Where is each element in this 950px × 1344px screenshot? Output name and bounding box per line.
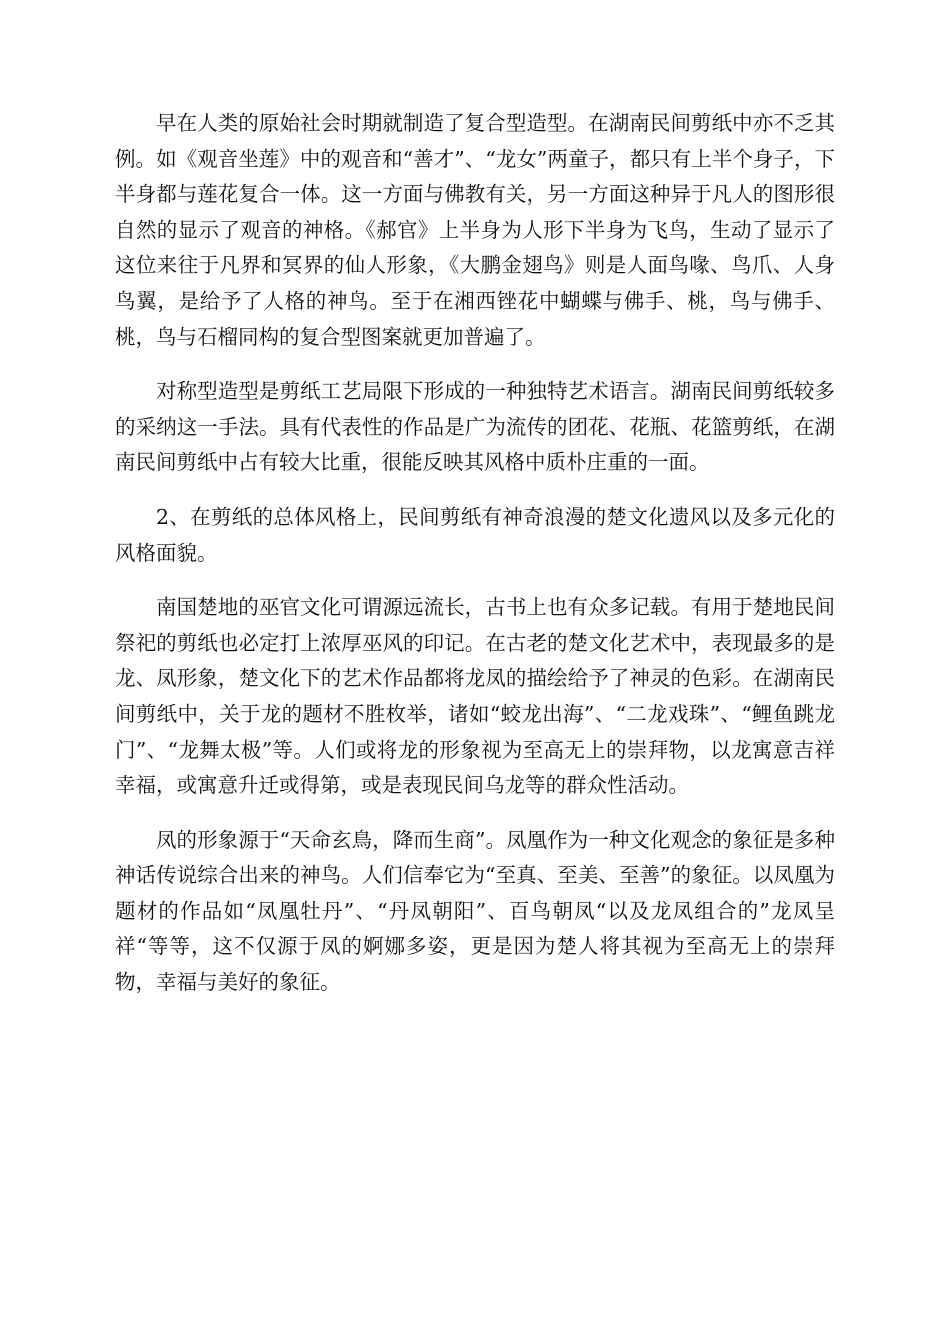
paragraph-phoenix-imagery: 凤的形象源于“天命玄鳥，降而生商”。凤凰作为一种文化观念的象征是多种神话传说综合出来的神鸟。人们信奉它为“至真、至美、至善”的象征。以凤凰为题材的作品如“凤凰牡丹”、“丹凤朝阳”、百鸟朝凤“以及龙凤组合的”龙凤呈祥“等等，这不仅源于凤的婀娜多姿，更是因为楚人将其视为至高无上的崇拜物，幸福与美好的象征。 bbox=[115, 827, 835, 995]
paragraph-symmetric-forms: 对称型造型是剪纸工艺局限下形成的一种独特艺术语言。湖南民间剪纸较多的采纳这一手法。具有代表性的作品是广为流传的团花、花瓶、花篮剪纸，在湖南民间剪纸中占有较大比重，很能反映其风格中质朴庄重的一面。 bbox=[115, 379, 835, 475]
paragraph-dragon-imagery: 南国楚地的巫官文化可谓源远流长，古书上也有众多记载。有用于楚地民间祭祀的剪纸也必定打上浓厚巫风的印记。在古老的楚文化艺术中，表现最多的是龙、凤形象，楚文化下的艺术作品都将龙凤的描绘给予了神灵的色彩。在湖南民间剪纸中，关于龙的题材不胜枚举，诸如“蛟龙出海”、“二龙戏珠”、“鲤鱼跳龙门”、“龙舞太极”等。人们或将龙的形象视为至高无上的崇拜物，以龙寓意吉祥幸福，或寓意升迁或得第，或是表现民间乌龙等的群众性活动。 bbox=[115, 595, 835, 798]
document-body bbox=[115, 106, 835, 1020]
paragraph-overall-style: 2、在剪纸的总体风格上，民间剪纸有神奇浪漫的楚文化遗风以及多元化的风格面貌。 bbox=[115, 504, 835, 565]
paragraph-composite-forms: 早在人类的原始社会时期就制造了复合型造型。在湖南民间剪纸中亦不乏其例。如《观音坐莲》中的观音和“善才”、“龙女”两童子，都只有上半个身子，下半身都与莲花复合一体。这一方面与佛教有关，另一方面这种异于凡人的图形很自然的显示了观音的神格。《郝官》上半身为人形下半身为飞鸟，生动了显示了这位来往于凡界和冥界的仙人形象，《大鹏金翅鸟》则是人面鸟喙、鸟爪、人身鸟翼，是给予了人格的神鸟。至于在湘西锉花中蝴蝶与佛手、桃，鸟与佛手、桃，鸟与石榴同构的复合型图案就更加普遍了。 bbox=[115, 111, 835, 349]
